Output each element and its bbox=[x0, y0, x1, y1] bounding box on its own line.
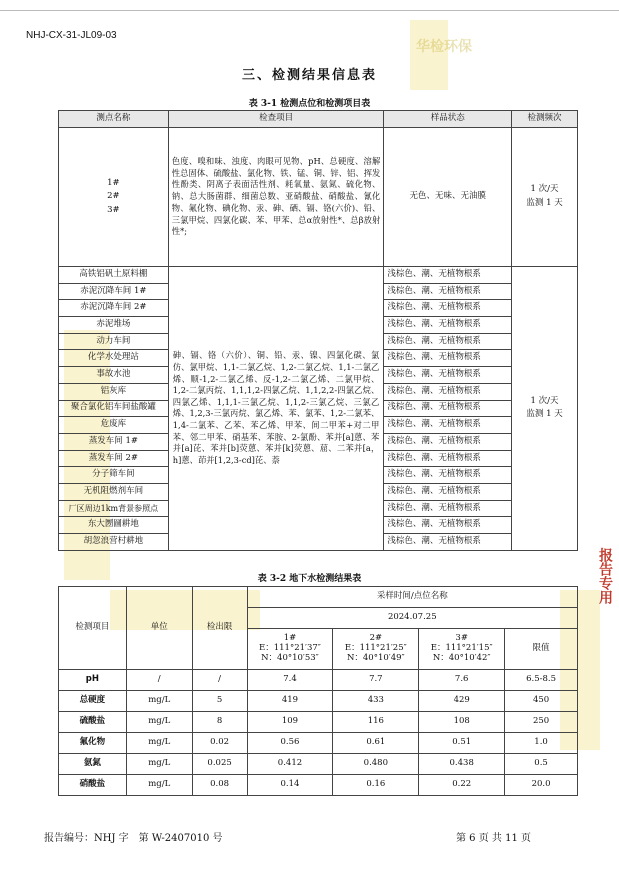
lod: 0.025 bbox=[192, 754, 247, 775]
table-row bbox=[59, 691, 578, 712]
unit: mg/L bbox=[126, 754, 192, 775]
table-row bbox=[59, 670, 578, 691]
site-state: 浅棕色、潮、无植物根系 bbox=[384, 534, 512, 551]
site-row: 蒸发车间 1# bbox=[59, 433, 169, 450]
site-row: 危废库 bbox=[59, 417, 169, 434]
value-2: 0.480 bbox=[333, 754, 419, 775]
site-state: 浅棕色、潮、无植物根系 bbox=[384, 350, 512, 367]
site-row: 赤泥沉降车间 2# bbox=[59, 300, 169, 317]
table1-caption: 表 3-1 检测点位和检测项目表 bbox=[248, 99, 371, 109]
value-2: 0.61 bbox=[333, 733, 419, 754]
value-2: 116 bbox=[333, 712, 419, 733]
value-1: 0.412 bbox=[247, 754, 333, 775]
freq-per-day: 1 次/天 bbox=[530, 184, 559, 195]
point-3-header bbox=[419, 629, 505, 670]
point-north: N：40°10′49″ bbox=[346, 652, 405, 663]
value-3: 108 bbox=[419, 712, 505, 733]
value-3: 0.22 bbox=[419, 775, 505, 796]
freq-days: 监测 1 天 bbox=[526, 198, 563, 208]
site-state: 浅棕色、潮、无植物根系 bbox=[384, 400, 512, 417]
item-name: pH bbox=[59, 670, 127, 691]
site-state: 浅棕色、潮、无植物根系 bbox=[384, 433, 512, 450]
point-id: 2# bbox=[369, 633, 383, 644]
site-state: 浅棕色、潮、无植物根系 bbox=[384, 450, 512, 467]
group1-state: 无色、无味、无油膜 bbox=[384, 128, 512, 267]
item-name: 氨氮 bbox=[59, 754, 127, 775]
group1-frequency bbox=[512, 128, 578, 267]
site-row: 赤泥堆场 bbox=[59, 317, 169, 334]
sampling-date: 2024.07.25 bbox=[247, 608, 577, 629]
col-items: 检查项目 bbox=[168, 111, 384, 128]
site-row: 厂区周边1km背景参照点 bbox=[59, 500, 169, 517]
item-name: 总硬度 bbox=[59, 691, 127, 712]
site-row: 事故水池 bbox=[59, 367, 169, 384]
value-1: 0.14 bbox=[247, 775, 333, 796]
point-north: N：40°10′42″ bbox=[432, 652, 491, 663]
value-3: 429 bbox=[419, 691, 505, 712]
table2-caption: 表 3-2 地下水检测结果表 bbox=[257, 574, 362, 584]
value-3: 0.438 bbox=[419, 754, 505, 775]
section-title: 三、检测结果信息表 bbox=[241, 68, 377, 83]
red-stamp-edge: 报告专用 bbox=[597, 548, 613, 604]
value-1: 419 bbox=[247, 691, 333, 712]
limit: 250 bbox=[505, 712, 578, 733]
site-state: 浅棕色、潮、无植物根系 bbox=[384, 267, 512, 284]
col-item: 检测项目 bbox=[59, 587, 127, 670]
limit: 450 bbox=[505, 691, 578, 712]
group1-items: 色度、嗅和味、浊度、肉眼可见物、pH、总硬度、溶解性总固体、硫酸盐、氯化物、铁、锰、铜、锌、铝、挥发性酚类、阴离子表面活性剂、耗氧量、氨氮、硫化物、钠、总大肠菌群、细菌总数、亚硝酸盐、硝酸盐、氰化物、氟化物、碘化物、汞、砷、硒、镉、铬(六价)、铅、三氯甲烷、四氯化碳、苯、甲苯、总α放射性*、总β放射性*; bbox=[168, 128, 384, 267]
site-row: 分子筛车间 bbox=[59, 467, 169, 484]
limit: 1.0 bbox=[505, 733, 578, 754]
site-state: 浅棕色、潮、无植物根系 bbox=[384, 383, 512, 400]
value-2: 0.16 bbox=[333, 775, 419, 796]
site-state: 浅棕色、潮、无植物根系 bbox=[384, 517, 512, 534]
point-2-header bbox=[333, 629, 419, 670]
limit: 0.5 bbox=[505, 754, 578, 775]
groundwater-results-table bbox=[58, 586, 578, 796]
col-lod: 检出限 bbox=[192, 587, 247, 670]
site-row: 赤泥沉降车间 1# bbox=[59, 283, 169, 300]
site-state: 浅棕色、潮、无植物根系 bbox=[384, 367, 512, 384]
report-number: 报告编号：NHJ 字 第 W-2407010 号 bbox=[44, 833, 223, 844]
col-state: 样品状态 bbox=[384, 111, 512, 128]
site-row: 蒸发车间 2# bbox=[59, 450, 169, 467]
value-2: 7.7 bbox=[333, 670, 419, 691]
unit: mg/L bbox=[126, 691, 192, 712]
point-1-header bbox=[247, 629, 333, 670]
item-name: 硫酸盐 bbox=[59, 712, 127, 733]
value-1: 7.4 bbox=[247, 670, 333, 691]
lod: 0.08 bbox=[192, 775, 247, 796]
table-row bbox=[59, 712, 578, 733]
col-group-sampling: 采样时间/点位名称 bbox=[247, 587, 577, 608]
site-row: 高铁铝矾土原料棚 bbox=[59, 267, 169, 284]
site-state: 浅棕色、潮、无植物根系 bbox=[384, 500, 512, 517]
col-frequency: 检测频次 bbox=[512, 111, 578, 128]
unit: mg/L bbox=[126, 712, 192, 733]
site-group1 bbox=[59, 128, 169, 267]
value-2: 433 bbox=[333, 691, 419, 712]
site-2: 2# bbox=[107, 191, 120, 202]
limit: 6.5-8.5 bbox=[505, 670, 578, 691]
site-row: 东大圐圙耕地 bbox=[59, 517, 169, 534]
site-state: 浅棕色、潮、无植物根系 bbox=[384, 317, 512, 334]
point-east: E：111°21′25″ bbox=[344, 643, 407, 654]
monitoring-points-table bbox=[58, 110, 578, 551]
site-1: 1# bbox=[107, 177, 120, 188]
lod: 5 bbox=[192, 691, 247, 712]
site-state: 浅棕色、潮、无植物根系 bbox=[384, 333, 512, 350]
unit: mg/L bbox=[126, 775, 192, 796]
freq-per-day: 1 次/天 bbox=[530, 395, 559, 406]
item-name: 硝酸盐 bbox=[59, 775, 127, 796]
site-state: 浅棕色、潮、无植物根系 bbox=[384, 283, 512, 300]
lod: / bbox=[192, 670, 247, 691]
lod: 0.02 bbox=[192, 733, 247, 754]
value-1: 0.56 bbox=[247, 733, 333, 754]
point-east: E：111°21′37″ bbox=[259, 643, 321, 654]
watermark-text: 华检环保 bbox=[416, 39, 472, 55]
site-row: 化学水处理站 bbox=[59, 350, 169, 367]
point-north: N：40°10′53″ bbox=[261, 652, 319, 663]
site-state: 浅棕色、潮、无植物根系 bbox=[384, 467, 512, 484]
col-limit: 限值 bbox=[505, 629, 578, 670]
site-row: 无机阻燃剂车间 bbox=[59, 483, 169, 500]
value-3: 7.6 bbox=[419, 670, 505, 691]
point-id: 1# bbox=[283, 633, 297, 644]
point-east: E：111°21′15″ bbox=[430, 643, 493, 654]
header-rule bbox=[0, 10, 619, 11]
page-number: 第 6 页 共 11 页 bbox=[456, 833, 531, 844]
site-row: 铝灰库 bbox=[59, 383, 169, 400]
site-state: 浅棕色、潮、无植物根系 bbox=[384, 300, 512, 317]
table-row bbox=[59, 754, 578, 775]
item-name: 氟化物 bbox=[59, 733, 127, 754]
point-id: 3# bbox=[455, 633, 468, 644]
unit: mg/L bbox=[126, 733, 192, 754]
limit: 20.0 bbox=[505, 775, 578, 796]
freq-days: 监测 1 天 bbox=[526, 409, 563, 420]
group2-frequency bbox=[512, 267, 578, 551]
col-unit: 单位 bbox=[126, 587, 192, 670]
site-row: 胡忽浪营村耕地 bbox=[59, 534, 169, 551]
lod: 8 bbox=[192, 712, 247, 733]
unit: / bbox=[126, 670, 192, 691]
site-state: 浅棕色、潮、无植物根系 bbox=[384, 417, 512, 434]
group2-items: 砷、镉、铬（六价）、铜、铅、汞、镍、四氯化碳、氯仿、氯甲烷、1,1-二氯乙烷、1,2-二氯乙烷、1,1-二氯乙烯、顺-1,2-二氯乙烯、反-1,2-二氯乙烯、二氯甲烷、1,2-二氯丙烷、1,1,1,2-四氯乙烷、1,1,2,2-四氯乙烷、四氯乙烯、1,1,1-三氯乙烷、1,1,2-三氯乙烷、三氯乙烯、1,2,3-三氯丙烷、氯乙烯、苯、氯苯、1,2-二氯苯、1,4-二氯苯、乙苯、苯乙烯、甲苯、间二甲苯+对二甲苯、邻二甲苯、硝基苯、苯胺、2-氯酚、苯并[a]蒽、苯并[a]芘、苯并[b]荧蒽、苯并[k]荧蒽、䓛、二苯并[a，h]蒽、茚并[1,2,3-cd]芘、萘 bbox=[168, 267, 384, 551]
site-3: 3# bbox=[107, 204, 120, 215]
table-row bbox=[59, 733, 578, 754]
table-row bbox=[59, 775, 578, 796]
value-3: 0.51 bbox=[419, 733, 505, 754]
site-row: 动力车间 bbox=[59, 333, 169, 350]
site-row: 聚合氯化铝车间盐酸罐 bbox=[59, 400, 169, 417]
document-code: NHJ-CX-31-JL09-03 bbox=[26, 30, 117, 41]
value-1: 109 bbox=[247, 712, 333, 733]
col-site-name: 测点名称 bbox=[59, 111, 169, 128]
site-state: 浅棕色、潮、无植物根系 bbox=[384, 483, 512, 500]
